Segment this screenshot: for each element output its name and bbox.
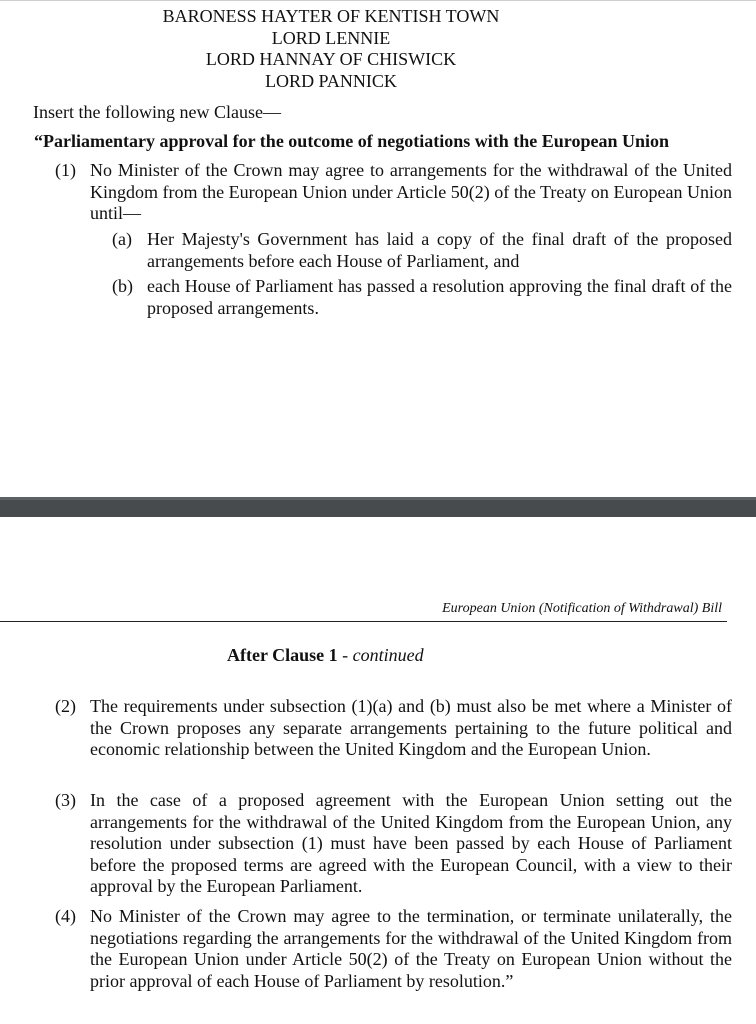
document-page-bottom	[0, 517, 756, 1024]
sponsor-name: LORD LENNIE	[271, 27, 391, 48]
subsection-text: No Minister of the Crown may agree to the termination, or terminate unilaterally, the negotiations regarding the arrangements for the withdrawal of the United Kingdom from the European Union under Article 50(2) of the Treaty on European Union without the prior approval of each House of Parliament by resolution.”	[90, 906, 732, 991]
subsection-number: (2)	[55, 696, 76, 716]
paragraph-letter: (b)	[112, 276, 133, 296]
paragraph-text: Her Majesty's Government has laid a copy of the final draft of the proposed arrangements before each House of Parliament, and	[147, 229, 732, 271]
sponsor-list	[0, 6, 662, 92]
page-separator	[0, 497, 756, 517]
subsection-text: The requirements under subsection (1)(a) and (b) must also be met where a Minister of the Crown proposes any separate arrangements pertaining to the future political and economic relationship between the United Kingdom and the European Union.	[90, 696, 732, 759]
running-head: European Union (Notification of Withdrawal) Bill	[442, 601, 722, 616]
subsection-number: (4)	[55, 906, 76, 926]
sponsor-name: LORD PANNICK	[265, 70, 397, 91]
subsection-number: (3)	[55, 790, 76, 810]
subsection-number: (1)	[55, 160, 76, 180]
section-heading-bold: After Clause 1	[227, 645, 338, 665]
section-heading-italic: continued	[352, 645, 424, 665]
paragraph-letter: (a)	[112, 229, 132, 249]
sponsor-name: LORD HANNAY OF CHISWICK	[205, 49, 457, 69]
paragraph-text: each House of Parliament has passed a resolution approving the final draft of the proposed arrangements.	[147, 276, 732, 318]
top-border	[0, 0, 756, 1]
page-separator-shadow	[0, 497, 756, 500]
clause-title: “Parliamentary approval for the outcome of negotiations with the European Union	[34, 131, 669, 151]
section-heading	[227, 644, 424, 666]
sponsor-name: BARONESS HAYTER OF KENTISH TOWN	[162, 6, 500, 26]
header-rule	[0, 621, 727, 622]
insert-instruction: Insert the following new Clause—	[33, 102, 281, 122]
section-heading-separator: -	[337, 645, 353, 665]
subsection-text: No Minister of the Crown may agree to arrangements for the withdrawal of the United Kingdom from the European Union under Article 50(2) of the Treaty on European Union until—	[90, 160, 732, 223]
document-page-top	[0, 0, 756, 497]
subsection-text: In the case of a proposed agreement with the European Union setting out the arrangements for the withdrawal of the United Kingdom from the European Union, any resolution under subsection (1) must have been passed by each House of Parliament before the proposed terms are agreed with the European Council, with a view to their approval by the European Parliament.	[90, 790, 732, 896]
